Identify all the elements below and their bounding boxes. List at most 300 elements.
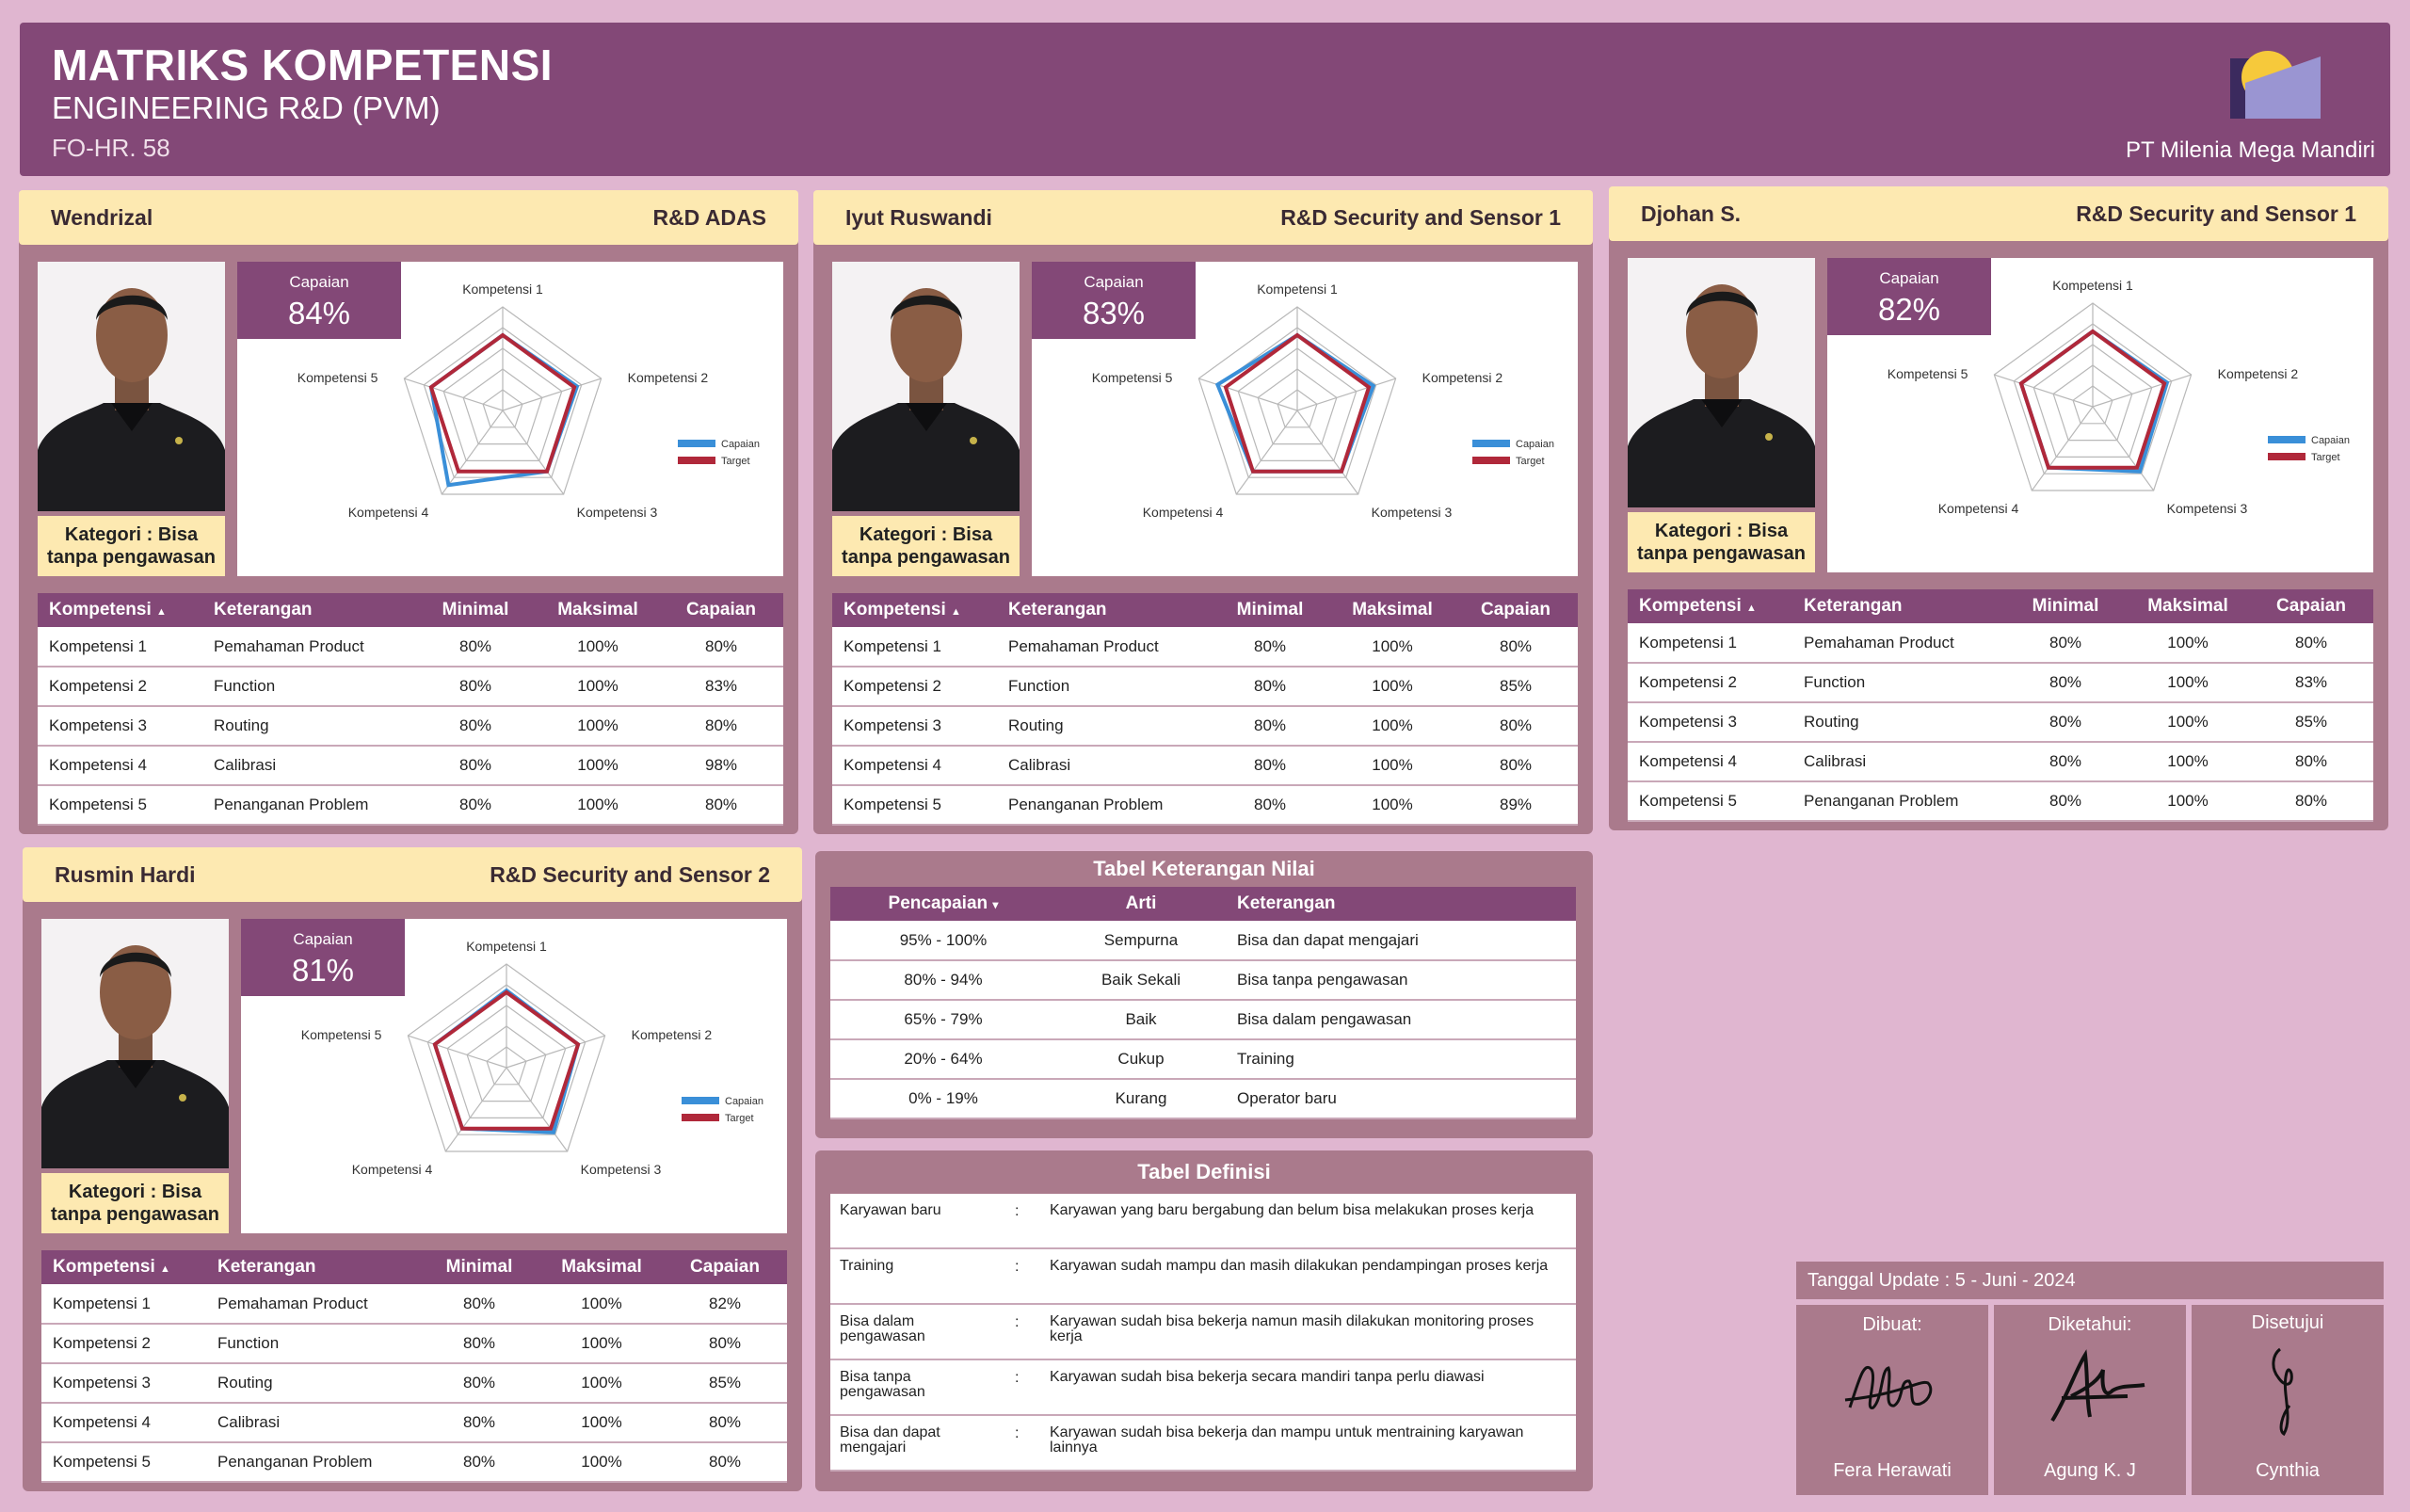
cell-kompetensi: Kompetensi 4 <box>832 746 997 785</box>
cell-kompetensi: Kompetensi 5 <box>1628 781 1792 821</box>
nilai-header-pencapaian[interactable]: Pencapaian ▾ <box>830 887 1056 921</box>
sort-up-icon: ▲ <box>1746 603 1757 614</box>
signature-icon <box>1836 1342 1949 1436</box>
cell-maksimal: 100% <box>2127 623 2249 663</box>
cell-minimal: 80% <box>414 627 537 667</box>
cell-keterangan: Routing <box>202 706 414 746</box>
employee-photo <box>1628 258 1815 507</box>
col-header-kompetensi[interactable]: Kompetensi ▲ <box>1628 589 1792 623</box>
radar-axis <box>1994 375 2093 407</box>
employee-card <box>23 847 802 1491</box>
legend-target-swatch <box>682 1114 719 1121</box>
nilai-table <box>830 887 1576 1119</box>
dibuat-name: Fera Herawati <box>1833 1460 1952 1481</box>
cell-kompetensi: Kompetensi 2 <box>38 667 202 706</box>
score-badge <box>237 262 401 339</box>
sort-up-icon: ▲ <box>951 606 961 618</box>
cell-minimal: 80% <box>418 1284 540 1324</box>
col-header-keterangan: Keterangan <box>202 593 414 627</box>
definisi-colon: : <box>1015 1314 1020 1330</box>
definisi-colon: : <box>1015 1425 1020 1441</box>
legend-capaian-swatch <box>1472 440 1510 447</box>
col-header-capaian: Capaian <box>659 593 783 627</box>
cell-kompetensi: Kompetensi 1 <box>832 627 997 667</box>
legend-target-label: Target <box>1516 456 1545 467</box>
cell-minimal: 80% <box>1209 746 1331 785</box>
radar-axis-label: Kompetensi 3 <box>1371 504 1453 520</box>
cell-keterangan: Calibrasi <box>997 746 1209 785</box>
cell-capaian: 80% <box>1454 746 1578 785</box>
cell-kompetensi: Kompetensi 2 <box>1628 663 1792 702</box>
radar-axis-label: Kompetensi 4 <box>347 504 429 520</box>
disetujui-name: Cynthia <box>2256 1460 2320 1481</box>
cell-maksimal: 100% <box>537 706 659 746</box>
radar-axis <box>1297 378 1396 410</box>
update-date: Tanggal Update : 5 - Juni - 2024 <box>1796 1262 2384 1299</box>
table-row <box>38 667 783 706</box>
col-header-keterangan: Keterangan <box>1792 589 2004 623</box>
cell-keterangan: Calibrasi <box>206 1403 418 1442</box>
table-row <box>832 785 1578 825</box>
company-logo-icon <box>2230 45 2324 126</box>
table-row <box>830 1000 1576 1039</box>
employee-namebar <box>19 190 798 245</box>
legend-target-swatch <box>1472 457 1510 464</box>
col-header-kompetensi[interactable]: Kompetensi ▲ <box>41 1250 206 1284</box>
cell-keterangan: Operator baru <box>1226 1079 1576 1118</box>
cell-maksimal: 100% <box>540 1403 663 1442</box>
cell-minimal: 80% <box>2004 742 2127 781</box>
definisi-colon: : <box>1015 1259 1020 1275</box>
nilai-title: Tabel Keterangan Nilai <box>1093 857 1315 880</box>
table-row <box>830 921 1576 960</box>
col-header-capaian: Capaian <box>1454 593 1578 627</box>
cell-maksimal: 100% <box>537 667 659 706</box>
radar-axis-label: Kompetensi 3 <box>2166 500 2248 516</box>
cell-maksimal: 100% <box>540 1284 663 1324</box>
col-header-keterangan: Keterangan <box>997 593 1209 627</box>
cell-maksimal: 100% <box>540 1324 663 1363</box>
cell-kompetensi: Kompetensi 1 <box>1628 623 1792 663</box>
col-header-minimal: Minimal <box>418 1250 540 1284</box>
col-header-minimal: Minimal <box>414 593 537 627</box>
radar-axis-label: Kompetensi 4 <box>1937 500 2019 516</box>
employee-photo-frame <box>38 262 225 511</box>
radar-axis <box>1198 378 1297 410</box>
cell-minimal: 80% <box>414 746 537 785</box>
col-header-minimal: Minimal <box>1209 593 1331 627</box>
definisi-colon: : <box>1015 1370 1020 1386</box>
cell-arti: Cukup <box>1056 1039 1226 1079</box>
definisi-desc: Karyawan sudah bisa bekerja namun masih dilakukan monitoring proses kerja <box>1050 1313 1534 1344</box>
cell-arti: Baik Sekali <box>1056 960 1226 1000</box>
score-label: Capaian <box>289 273 349 291</box>
employee-namebar <box>813 190 1593 245</box>
radar-axis-label: Kompetensi 5 <box>297 370 378 386</box>
employee-photo <box>832 262 1020 511</box>
cell-minimal: 80% <box>2004 702 2127 742</box>
cell-kompetensi: Kompetensi 5 <box>38 785 202 825</box>
radar-axis-label: Kompetensi 4 <box>1142 504 1224 520</box>
cell-keterangan: Pemahaman Product <box>1792 623 2004 663</box>
dibuat-box <box>1796 1305 1988 1495</box>
radar-axis-label: Kompetensi 2 <box>2217 366 2299 382</box>
nilai-header-arti: Arti <box>1056 887 1226 921</box>
cell-keterangan: Pemahaman Product <box>202 627 414 667</box>
table-row <box>1628 623 2373 663</box>
table-row <box>832 667 1578 706</box>
radar-axis-label: Kompetensi 5 <box>300 1027 382 1043</box>
legend-capaian-label: Capaian <box>2311 435 2350 446</box>
employee-photo <box>41 919 229 1168</box>
diketahui-label: Diketahui: <box>2048 1314 2132 1335</box>
cell-arti: Baik <box>1056 1000 1226 1039</box>
employee-name: Iyut Ruswandi <box>845 204 992 230</box>
page-header <box>20 23 2390 176</box>
col-header-capaian: Capaian <box>663 1250 787 1284</box>
cell-maksimal: 100% <box>537 627 659 667</box>
employee-kategori: Kategori : Bisa tanpa pengawasan <box>832 516 1020 576</box>
disetujui-box <box>2192 1305 2384 1495</box>
cell-capaian: 83% <box>659 667 783 706</box>
employee-card <box>19 190 798 834</box>
cell-keterangan: Penanganan Problem <box>1792 781 2004 821</box>
cell-capaian: 89% <box>1454 785 1578 825</box>
employee-name: Djohan S. <box>1641 201 1742 226</box>
cell-pencapaian: 20% - 64% <box>830 1039 1056 1079</box>
list-item <box>830 1360 1576 1416</box>
score-label: Capaian <box>1084 273 1144 291</box>
cell-minimal: 80% <box>1209 627 1331 667</box>
cell-maksimal: 100% <box>1331 746 1454 785</box>
cell-capaian: 80% <box>659 627 783 667</box>
cell-kompetensi: Kompetensi 4 <box>38 746 202 785</box>
cell-kompetensi: Kompetensi 4 <box>41 1403 206 1442</box>
cell-capaian: 80% <box>663 1324 787 1363</box>
table-row <box>38 627 783 667</box>
radar-axis-label: Kompetensi 1 <box>462 281 543 297</box>
legend-target-swatch <box>678 457 715 464</box>
competency-table <box>1628 589 2373 822</box>
cell-minimal: 80% <box>418 1403 540 1442</box>
radar-chart-box <box>1032 262 1578 576</box>
employee-dept: R&D ADAS <box>652 204 766 230</box>
col-header-kompetensi[interactable]: Kompetensi ▲ <box>832 593 997 627</box>
list-item <box>830 1249 1576 1305</box>
col-header-minimal: Minimal <box>2004 589 2127 623</box>
radar-chart-box <box>237 262 783 576</box>
cell-capaian: 98% <box>659 746 783 785</box>
table-row <box>41 1324 787 1363</box>
table-row <box>41 1363 787 1403</box>
radar-axis-label: Kompetensi 3 <box>576 504 658 520</box>
definisi-desc: Karyawan yang baru bergabung dan belum bisa melakukan proses kerja <box>1050 1202 1534 1218</box>
cell-kompetensi: Kompetensi 3 <box>38 706 202 746</box>
cell-capaian: 80% <box>1454 627 1578 667</box>
score-value: 84% <box>287 296 351 330</box>
cell-minimal: 80% <box>1209 706 1331 746</box>
cell-capaian: 80% <box>2249 623 2373 663</box>
cell-capaian: 85% <box>1454 667 1578 706</box>
radar-axis-label: Kompetensi 5 <box>1091 370 1173 386</box>
cell-arti: Kurang <box>1056 1079 1226 1118</box>
score-label: Capaian <box>293 930 353 948</box>
cell-keterangan: Bisa dalam pengawasan <box>1226 1000 1576 1039</box>
score-badge <box>1827 258 1991 335</box>
cell-keterangan: Calibrasi <box>1792 742 2004 781</box>
table-row <box>38 785 783 825</box>
radar-axis-label: Kompetensi 1 <box>466 939 547 954</box>
score-value: 83% <box>1082 296 1146 330</box>
cell-capaian: 85% <box>2249 702 2373 742</box>
nilai-header-keterangan: Keterangan <box>1226 887 1576 921</box>
cell-pencapaian: 65% - 79% <box>830 1000 1056 1039</box>
cell-minimal: 80% <box>418 1324 540 1363</box>
disetujui-label: Disetujui <box>2251 1312 2324 1333</box>
radar-chart-box <box>241 919 787 1233</box>
radar-axis-label: Kompetensi 3 <box>580 1161 662 1177</box>
employee-card <box>1609 186 2388 830</box>
radar-chart-box <box>1827 258 2373 572</box>
cell-capaian: 80% <box>2249 781 2373 821</box>
table-row <box>38 746 783 785</box>
table-row <box>1628 742 2373 781</box>
competency-table <box>38 593 783 826</box>
cell-kompetensi: Kompetensi 4 <box>1628 742 1792 781</box>
legend-capaian-label: Capaian <box>1516 439 1554 450</box>
radar-axis <box>2093 375 2192 407</box>
score-badge <box>241 919 405 996</box>
definisi-colon: : <box>1015 1203 1020 1219</box>
definisi-desc: Karyawan sudah bisa bekerja dan mampu untuk mentraining karyawan lainnya <box>1050 1424 1524 1456</box>
cell-maksimal: 100% <box>1331 667 1454 706</box>
radar-axis <box>503 378 602 410</box>
employee-kategori: Kategori : Bisa tanpa pengawasan <box>41 1173 229 1233</box>
radar-axis-label: Kompetensi 1 <box>2052 278 2133 293</box>
cell-keterangan: Function <box>202 667 414 706</box>
radar-axis <box>506 1036 605 1068</box>
cell-capaian: 80% <box>663 1442 787 1482</box>
diketahui-box <box>1994 1305 2186 1495</box>
legend-capaian-label: Capaian <box>721 439 760 450</box>
definisi-desc: Karyawan sudah mampu dan masih dilakukan pendampingan proses kerja <box>1050 1258 1549 1274</box>
employee-photo-frame <box>832 262 1020 511</box>
signature-icon <box>2231 1340 2344 1443</box>
cell-keterangan: Calibrasi <box>202 746 414 785</box>
dibuat-label: Dibuat: <box>1862 1314 1922 1335</box>
cell-maksimal: 100% <box>2127 742 2249 781</box>
employee-kategori: Kategori : Bisa tanpa pengawasan <box>38 516 225 576</box>
cell-maksimal: 100% <box>2127 663 2249 702</box>
cell-minimal: 80% <box>2004 781 2127 821</box>
cell-pencapaian: 80% - 94% <box>830 960 1056 1000</box>
radar-axis <box>404 378 503 410</box>
cell-keterangan: Penanganan Problem <box>202 785 414 825</box>
cell-kompetensi: Kompetensi 1 <box>38 627 202 667</box>
col-header-maksimal: Maksimal <box>540 1250 663 1284</box>
employee-namebar <box>23 847 802 902</box>
list-item <box>830 1416 1576 1472</box>
table-row <box>1628 781 2373 821</box>
cell-minimal: 80% <box>414 706 537 746</box>
cell-minimal: 80% <box>418 1442 540 1482</box>
cell-kompetensi: Kompetensi 3 <box>1628 702 1792 742</box>
cell-keterangan: Routing <box>1792 702 2004 742</box>
cell-maksimal: 100% <box>540 1363 663 1403</box>
definisi-term: Training <box>840 1258 894 1274</box>
legend-capaian-label: Capaian <box>725 1096 763 1107</box>
legend-capaian-swatch <box>678 440 715 447</box>
cell-kompetensi: Kompetensi 3 <box>41 1363 206 1403</box>
table-row <box>830 960 1576 1000</box>
table-row <box>41 1284 787 1324</box>
cell-capaian: 82% <box>663 1284 787 1324</box>
radar-axis-label: Kompetensi 2 <box>1422 370 1503 386</box>
cell-keterangan: Function <box>206 1324 418 1363</box>
definisi-term: Karyawan baru <box>840 1202 941 1218</box>
sort-down-icon: ▾ <box>992 898 999 911</box>
col-header-keterangan: Keterangan <box>206 1250 418 1284</box>
diketahui-name: Agung K. J <box>2044 1460 2136 1481</box>
table-row <box>1628 663 2373 702</box>
competency-table <box>832 593 1578 826</box>
legend-capaian-swatch <box>682 1097 719 1104</box>
cell-kompetensi: Kompetensi 2 <box>41 1324 206 1363</box>
cell-maksimal: 100% <box>2127 781 2249 821</box>
cell-capaian: 85% <box>663 1363 787 1403</box>
score-label: Capaian <box>1879 269 1939 287</box>
radar-axis-label: Kompetensi 2 <box>631 1027 713 1043</box>
table-row <box>832 746 1578 785</box>
cell-maksimal: 100% <box>1331 706 1454 746</box>
radar-axis-label: Kompetensi 4 <box>351 1161 433 1177</box>
cell-keterangan: Penanganan Problem <box>997 785 1209 825</box>
cell-maksimal: 100% <box>2127 702 2249 742</box>
employee-name: Rusmin Hardi <box>55 861 196 887</box>
page-subtitle: ENGINEERING R&D (PVM) <box>52 90 441 125</box>
cell-capaian: 83% <box>2249 663 2373 702</box>
cell-minimal: 80% <box>2004 623 2127 663</box>
cell-capaian: 80% <box>2249 742 2373 781</box>
cell-minimal: 80% <box>414 785 537 825</box>
employee-namebar <box>1609 186 2388 241</box>
employee-dept: R&D Security and Sensor 1 <box>1280 204 1561 230</box>
definisi-panel <box>815 1150 1593 1491</box>
radar-axis-label: Kompetensi 5 <box>1887 366 1968 382</box>
cell-keterangan: Bisa dan dapat mengajari <box>1226 921 1576 960</box>
cell-maksimal: 100% <box>537 785 659 825</box>
employee-kategori: Kategori : Bisa tanpa pengawasan <box>1628 512 1815 572</box>
col-header-capaian: Capaian <box>2249 589 2373 623</box>
cell-kompetensi: Kompetensi 5 <box>41 1442 206 1482</box>
radar-axis-label: Kompetensi 2 <box>627 370 709 386</box>
employee-card <box>813 190 1593 834</box>
page-title: MATRIKS KOMPETENSI <box>52 40 554 89</box>
score-value: 82% <box>1877 292 1941 327</box>
competency-table <box>41 1250 787 1483</box>
cell-kompetensi: Kompetensi 3 <box>832 706 997 746</box>
cell-maksimal: 100% <box>537 746 659 785</box>
employee-photo-frame <box>41 919 229 1168</box>
nilai-panel <box>815 851 1593 1138</box>
sort-up-icon: ▲ <box>156 606 167 618</box>
cell-keterangan: Routing <box>997 706 1209 746</box>
col-header-kompetensi[interactable]: Kompetensi ▲ <box>38 593 202 627</box>
cell-capaian: 80% <box>659 785 783 825</box>
list-item <box>830 1194 1576 1249</box>
employee-dept: R&D Security and Sensor 1 <box>2076 201 2356 226</box>
form-code: FO-HR. 58 <box>52 134 170 162</box>
table-row <box>41 1403 787 1442</box>
employee-dept: R&D Security and Sensor 2 <box>490 861 770 887</box>
legend-capaian-swatch <box>2268 436 2306 443</box>
table-row <box>41 1442 787 1482</box>
cell-maksimal: 100% <box>1331 627 1454 667</box>
employee-photo-frame <box>1628 258 1815 507</box>
list-item <box>830 1305 1576 1360</box>
col-header-maksimal: Maksimal <box>1331 593 1454 627</box>
definisi-term: Bisa tanpa pengawasan <box>840 1369 925 1400</box>
cell-minimal: 80% <box>2004 663 2127 702</box>
table-row <box>830 1079 1576 1118</box>
cell-capaian: 80% <box>659 706 783 746</box>
cell-minimal: 80% <box>414 667 537 706</box>
table-row <box>1628 702 2373 742</box>
cell-pencapaian: 0% - 19% <box>830 1079 1056 1118</box>
cell-keterangan: Pemahaman Product <box>206 1284 418 1324</box>
legend-target-label: Target <box>721 456 750 467</box>
employee-name: Wendrizal <box>51 204 153 230</box>
table-row <box>38 706 783 746</box>
company-name: PT Milenia Mega Mandiri <box>2126 137 2375 163</box>
definisi-title: Tabel Definisi <box>1137 1160 1271 1183</box>
legend-target-label: Target <box>725 1113 754 1124</box>
definisi-table <box>830 1194 1576 1472</box>
definisi-desc: Karyawan sudah bisa bekerja secara mandiri tanpa perlu diawasi <box>1050 1369 1485 1385</box>
radar-axis-label: Kompetensi 1 <box>1257 281 1338 297</box>
cell-pencapaian: 95% - 100% <box>830 921 1056 960</box>
cell-capaian: 80% <box>663 1403 787 1442</box>
cell-kompetensi: Kompetensi 1 <box>41 1284 206 1324</box>
col-header-maksimal: Maksimal <box>2127 589 2249 623</box>
cell-maksimal: 100% <box>1331 785 1454 825</box>
score-value: 81% <box>291 953 355 988</box>
cell-arti: Sempurna <box>1056 921 1226 960</box>
cell-keterangan: Function <box>1792 663 2004 702</box>
col-header-maksimal: Maksimal <box>537 593 659 627</box>
cell-keterangan: Function <box>997 667 1209 706</box>
signature-icon <box>2033 1342 2146 1436</box>
table-row <box>832 706 1578 746</box>
cell-maksimal: 100% <box>540 1442 663 1482</box>
cell-capaian: 80% <box>1454 706 1578 746</box>
definisi-term: Bisa dalam pengawasan <box>840 1313 925 1344</box>
cell-minimal: 80% <box>1209 785 1331 825</box>
sort-up-icon: ▲ <box>160 1263 170 1275</box>
cell-keterangan: Bisa tanpa pengawasan <box>1226 960 1576 1000</box>
cell-kompetensi: Kompetensi 5 <box>832 785 997 825</box>
cell-keterangan: Penanganan Problem <box>206 1442 418 1482</box>
cell-kompetensi: Kompetensi 2 <box>832 667 997 706</box>
cell-minimal: 80% <box>418 1363 540 1403</box>
cell-keterangan: Pemahaman Product <box>997 627 1209 667</box>
radar-axis <box>408 1036 506 1068</box>
score-badge <box>1032 262 1196 339</box>
legend-target-swatch <box>2268 453 2306 460</box>
employee-photo <box>38 262 225 511</box>
cell-keterangan: Training <box>1226 1039 1576 1079</box>
table-row <box>832 627 1578 667</box>
